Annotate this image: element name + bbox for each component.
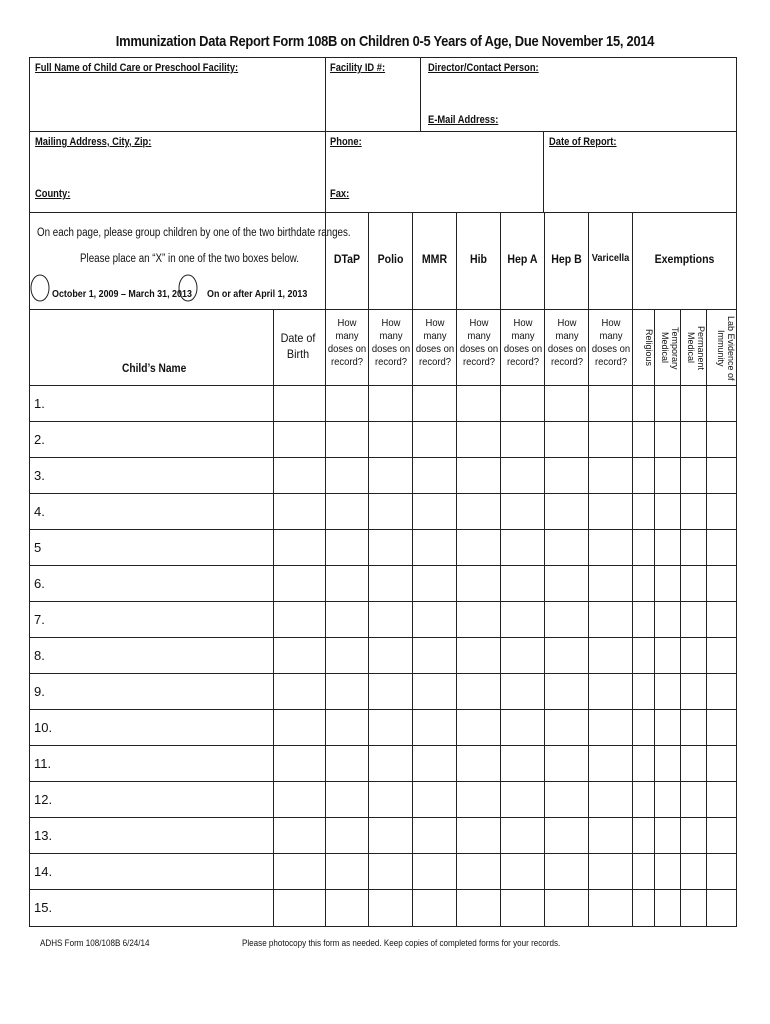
vaccine-header-hepa: Hep A	[507, 252, 538, 266]
row-number: 13.	[34, 828, 53, 843]
doses-header-dtap	[327, 317, 367, 369]
instructions-line-2: Please place an “X” in one of the two boxes below.	[80, 253, 299, 265]
doses-line: many	[335, 330, 359, 342]
doses-line: doses on	[371, 343, 411, 355]
row-number: 11.	[34, 756, 52, 771]
date-of-report-label: Date of Report:	[549, 136, 617, 148]
doses-line: many	[467, 330, 491, 342]
doses-line: record?	[594, 356, 628, 368]
doses-line: record?	[330, 356, 364, 368]
instructions-line-1: On each page, please group children by one of the two birthdate ranges.	[37, 227, 351, 239]
doses-header-hepb	[547, 317, 587, 369]
doses-header-polio	[371, 317, 411, 369]
doses-line: record?	[374, 356, 408, 368]
dob-label-line-2: Birth	[286, 347, 310, 361]
doses-line: doses on	[415, 343, 455, 355]
facility-id-label: Facility ID #:	[330, 62, 386, 74]
doses-line: record?	[462, 356, 496, 368]
doses-line: doses on	[503, 343, 543, 355]
doses-header-varicella	[591, 317, 631, 369]
row-number: 1.	[34, 396, 45, 411]
doses-line: record?	[506, 356, 540, 368]
vaccine-header-varicella: Varicella	[591, 252, 630, 264]
birthdate-range-2: On or after April 1, 2013	[207, 288, 308, 300]
row-number: 7.	[34, 612, 45, 627]
doses-line: doses on	[591, 343, 631, 355]
dob-label-line-1: Date of	[280, 331, 316, 345]
doses-line: many	[379, 330, 403, 342]
row-number: 15.	[34, 900, 53, 915]
doses-header-hib	[459, 317, 499, 369]
row-number: 3.	[34, 468, 45, 483]
vaccine-header-mmr: MMR	[421, 252, 448, 266]
dob-header	[278, 330, 318, 362]
row-number: 9.	[34, 684, 45, 699]
fax-label: Fax:	[330, 188, 350, 200]
email-label: E-Mail Address:	[428, 114, 499, 126]
form-id-footer: ADHS Form 108/108B 6/24/14	[40, 938, 150, 949]
doses-line: many	[555, 330, 579, 342]
vaccine-header-hepb: Hep B	[551, 252, 582, 266]
exemption-temporary-medical: Temporary Medical	[660, 326, 680, 370]
doses-line: many	[423, 330, 447, 342]
form-title: Immunization Data Report Form 108B on Children 0-5 Years of Age, Due November 15, 2014	[115, 33, 655, 50]
doses-header-hepa	[503, 317, 543, 369]
row-number: 12.	[34, 792, 53, 807]
doses-header-mmr	[415, 317, 455, 369]
row-number: 8.	[34, 648, 45, 663]
row-number: 10.	[34, 720, 53, 735]
vaccine-header-polio: Polio	[377, 252, 404, 266]
doses-line: How	[337, 317, 357, 329]
doses-line: many	[511, 330, 535, 342]
doses-line: many	[599, 330, 623, 342]
doses-line: record?	[418, 356, 452, 368]
doses-line: doses on	[459, 343, 499, 355]
exemption-religious: Religious	[644, 329, 654, 367]
doses-line: How	[469, 317, 489, 329]
mailing-address-label: Mailing Address, City, Zip:	[35, 136, 152, 148]
row-number: 14.	[34, 864, 53, 879]
row-number: 4.	[34, 504, 45, 519]
facility-name-label: Full Name of Child Care or Preschool Facility:	[35, 62, 239, 74]
doses-line: doses on	[327, 343, 367, 355]
director-label: Director/Contact Person:	[428, 62, 539, 74]
doses-line: record?	[550, 356, 584, 368]
county-label: County:	[35, 188, 71, 200]
doses-line: How	[601, 317, 621, 329]
vaccine-header-dtap: DTaP	[333, 252, 361, 266]
exemption-lab-evidence: Lab Evidence of Immunity	[716, 315, 736, 381]
photocopy-note: Please photocopy this form as needed. Keep copies of completed forms for your records.	[242, 938, 561, 949]
doses-line: How	[513, 317, 533, 329]
birthdate-range-1: October 1, 2009 – March 31, 2013	[52, 288, 192, 300]
row-number: 6.	[34, 576, 45, 591]
exemption-permanent-medical: Permanent Medical	[686, 325, 706, 371]
range-2-checkbox[interactable]	[179, 275, 197, 301]
doses-line: doses on	[547, 343, 587, 355]
row-number: 2.	[34, 432, 45, 447]
vaccine-header-hib: Hib	[469, 252, 488, 266]
range-1-checkbox[interactable]	[31, 275, 49, 301]
doses-line: How	[425, 317, 445, 329]
phone-label: Phone:	[330, 136, 362, 148]
childs-name-header: Child’s Name	[122, 361, 187, 375]
doses-line: How	[557, 317, 577, 329]
row-number: 5	[34, 540, 42, 555]
doses-line: How	[381, 317, 401, 329]
exemptions-header: Exemptions	[654, 252, 715, 266]
